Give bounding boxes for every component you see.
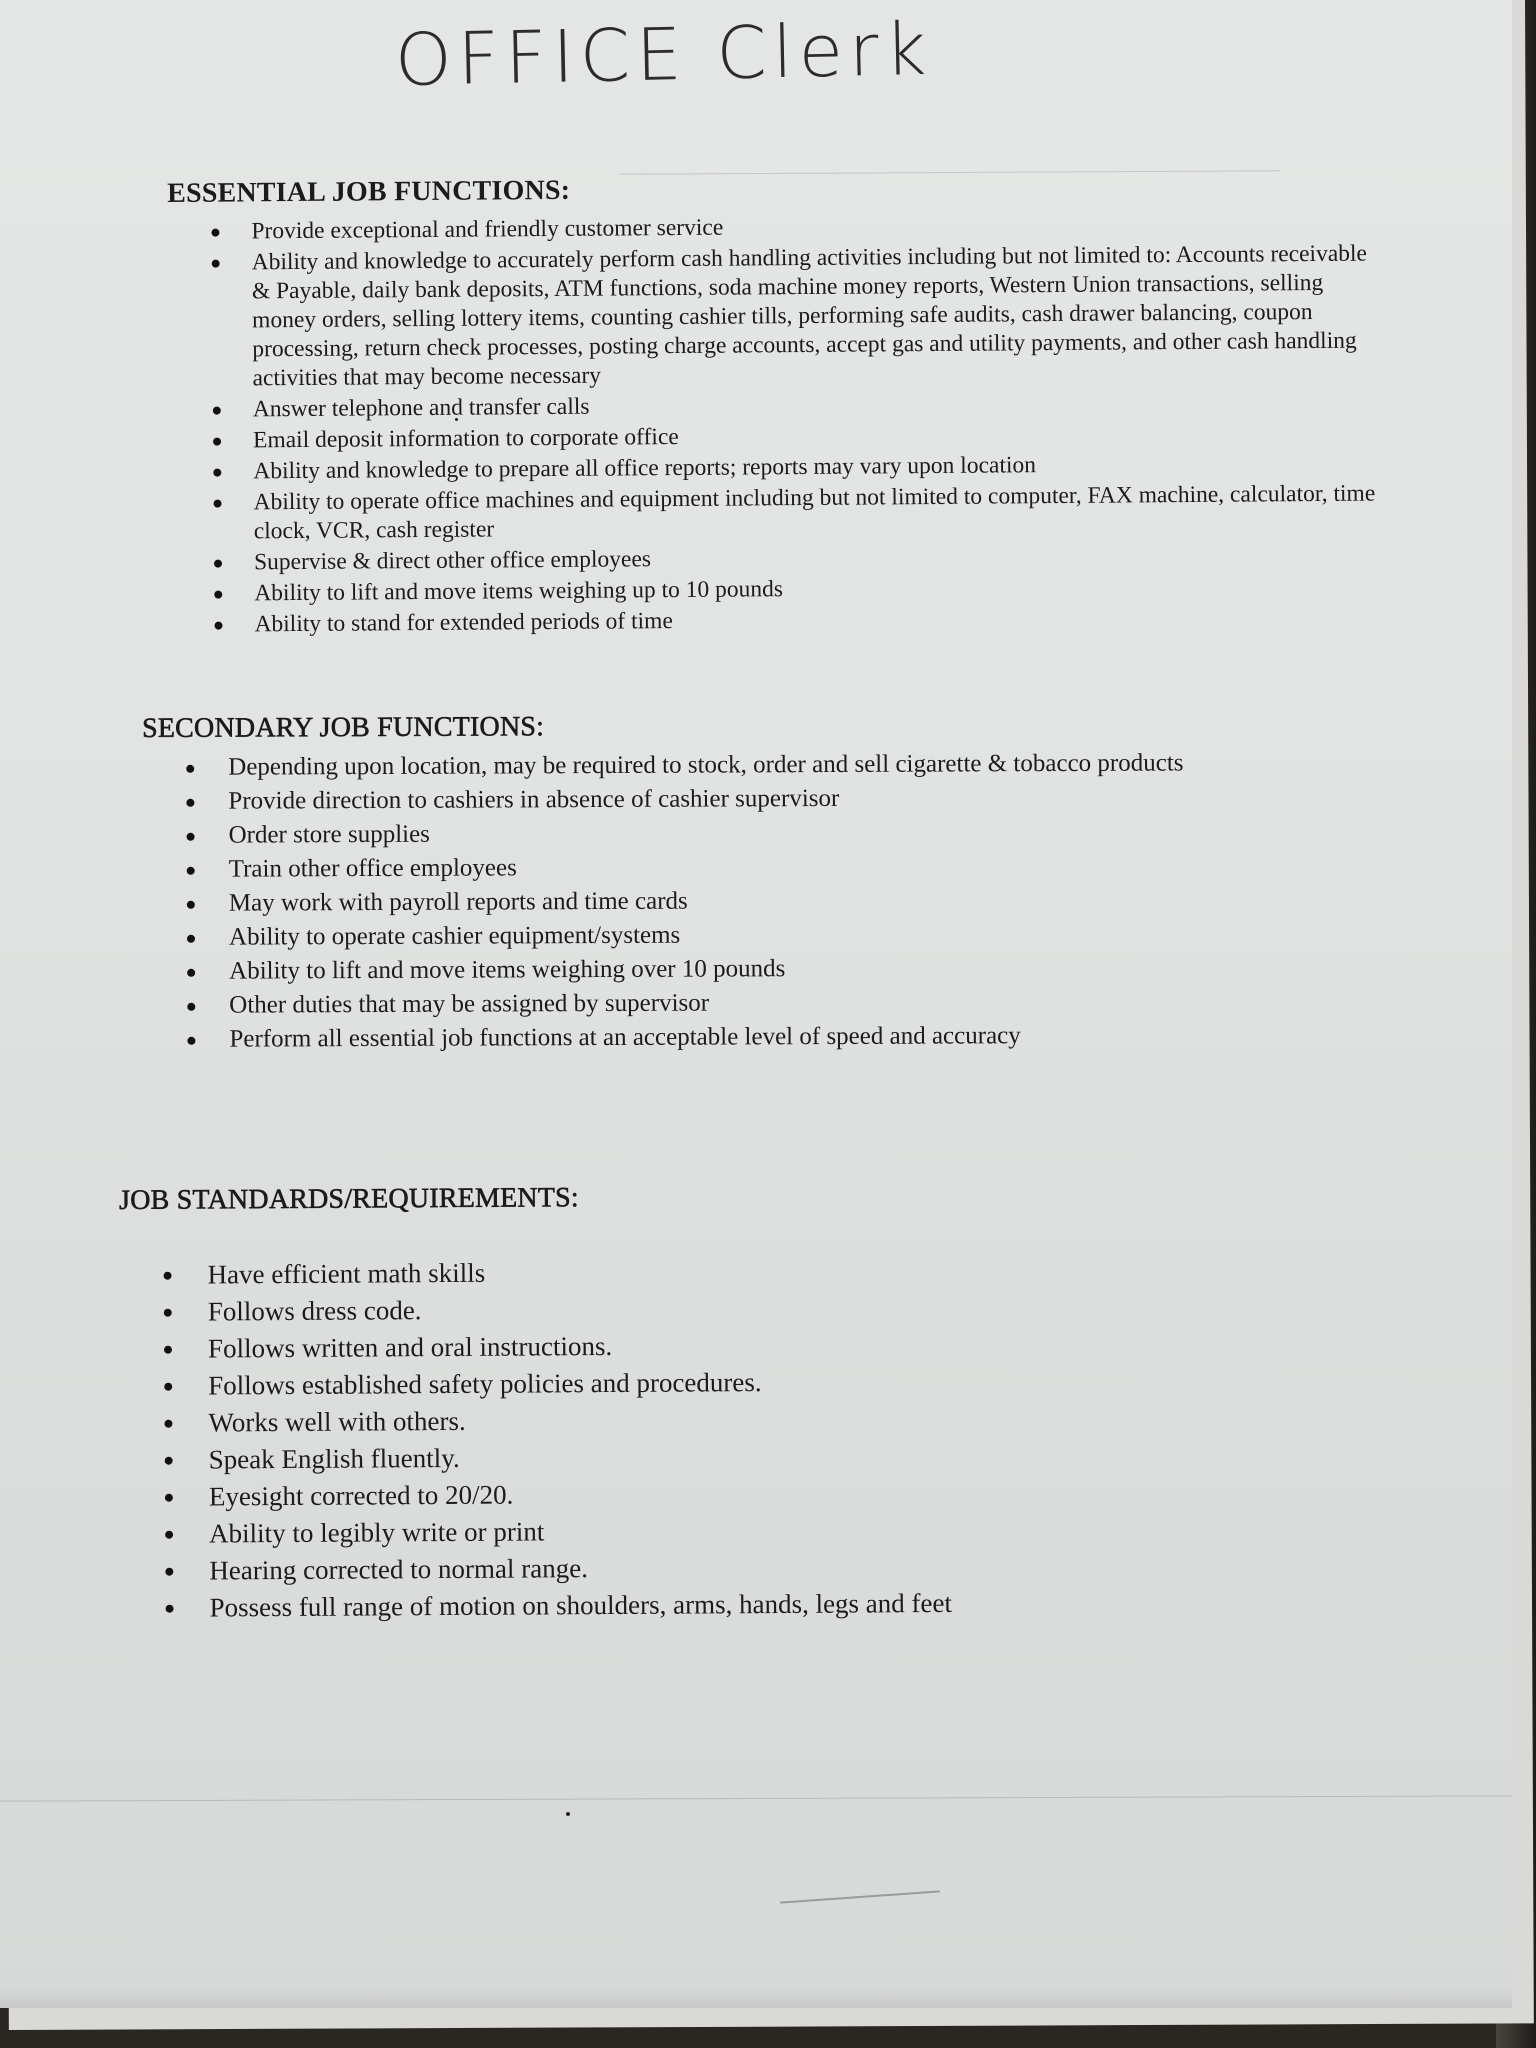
section-heading: SECONDARY JOB FUNCTIONS: — [142, 711, 545, 744]
section-heading: JOB STANDARDS/REQUIREMENTS: — [119, 1182, 579, 1216]
job-standards-list — [207, 1252, 1339, 1624]
list-item: Train other office employees — [229, 850, 1359, 885]
list-item: Provide direction to cashiers in absence of cashier supervisor — [228, 782, 1358, 817]
list-item: Other duties that may be assigned by supervisor — [229, 986, 1359, 1021]
stray-dot — [566, 1812, 570, 1816]
handwritten-title: OFFICE Clerk — [394, 6, 934, 102]
list-item: Ability to legibly write or print — [209, 1511, 1339, 1550]
list-item: Have efficient math skills — [207, 1252, 1337, 1291]
list-item: Follows established safety policies and procedures. — [208, 1363, 1338, 1402]
list-item: Ability and knowledge to accurately perform cash handling activities including but not limited to: Accounts receivable & Payable, daily bank deposits, ATM functions, soda machine money reports, Western Union transactions, selling money orders, selling lottery items, counting cashier tills, performing safe audits, cash drawer balancing, coupon processing, return check processes, posting charge accounts, accept gas and utility payments, and other cash handling activities that may become necessary — [252, 239, 1383, 393]
list-item: Ability and knowledge to prepare all office reports; reports may vary upon location — [253, 448, 1383, 486]
list-item: Hearing corrected to normal range. — [209, 1548, 1339, 1587]
list-item: Email deposit information to corporate office — [253, 417, 1383, 455]
list-item: Order store supplies — [228, 816, 1358, 851]
list-item: Depending upon location, may be required to stock, order and sell cigarette & tobacco products — [228, 748, 1358, 783]
paper-crease — [0, 1795, 1512, 1801]
list-item: Ability to operate office machines and equipment including but not limited to computer, FAX machine, calculator, time clock, VCR, cash register — [253, 479, 1383, 546]
list-item: Ability to operate cashier equipment/systems — [229, 918, 1359, 953]
essential-functions-list — [251, 208, 1384, 639]
list-item: Provide exceptional and friendly customer service — [251, 208, 1381, 246]
list-item: Speak English fluently. — [209, 1437, 1339, 1476]
list-item: Ability to lift and move items weighing over 10 pounds — [229, 952, 1359, 987]
secondary-functions-list — [228, 748, 1359, 1055]
list-item: Ability to lift and move items weighing up to 10 pounds — [254, 570, 1384, 608]
list-item: Supervise & direct other office employees — [254, 539, 1384, 577]
section-heading: ESSENTIAL JOB FUNCTIONS: — [167, 174, 571, 209]
list-item: Answer telephone and transfer calls — [253, 386, 1383, 424]
list-item: Works well with others. — [208, 1400, 1338, 1439]
list-item: Possess full range of motion on shoulders, arms, hands, legs and feet — [209, 1585, 1339, 1624]
essential-job-functions-section — [167, 168, 1385, 642]
secondary-job-functions-section — [142, 708, 1359, 1059]
list-item: Follows written and oral instructions. — [208, 1326, 1338, 1365]
list-item: Ability to stand for extended periods of time — [254, 601, 1384, 639]
list-item: Eyesight corrected to 20/20. — [209, 1474, 1339, 1513]
list-item: Follows dress code. — [208, 1289, 1338, 1328]
list-item: Perform all essential job functions at an acceptable level of speed and accuracy — [229, 1020, 1359, 1055]
job-standards-section — [119, 1178, 1340, 1629]
list-item: May work with payroll reports and time cards — [229, 884, 1359, 919]
stray-pen-mark — [780, 1890, 940, 1903]
